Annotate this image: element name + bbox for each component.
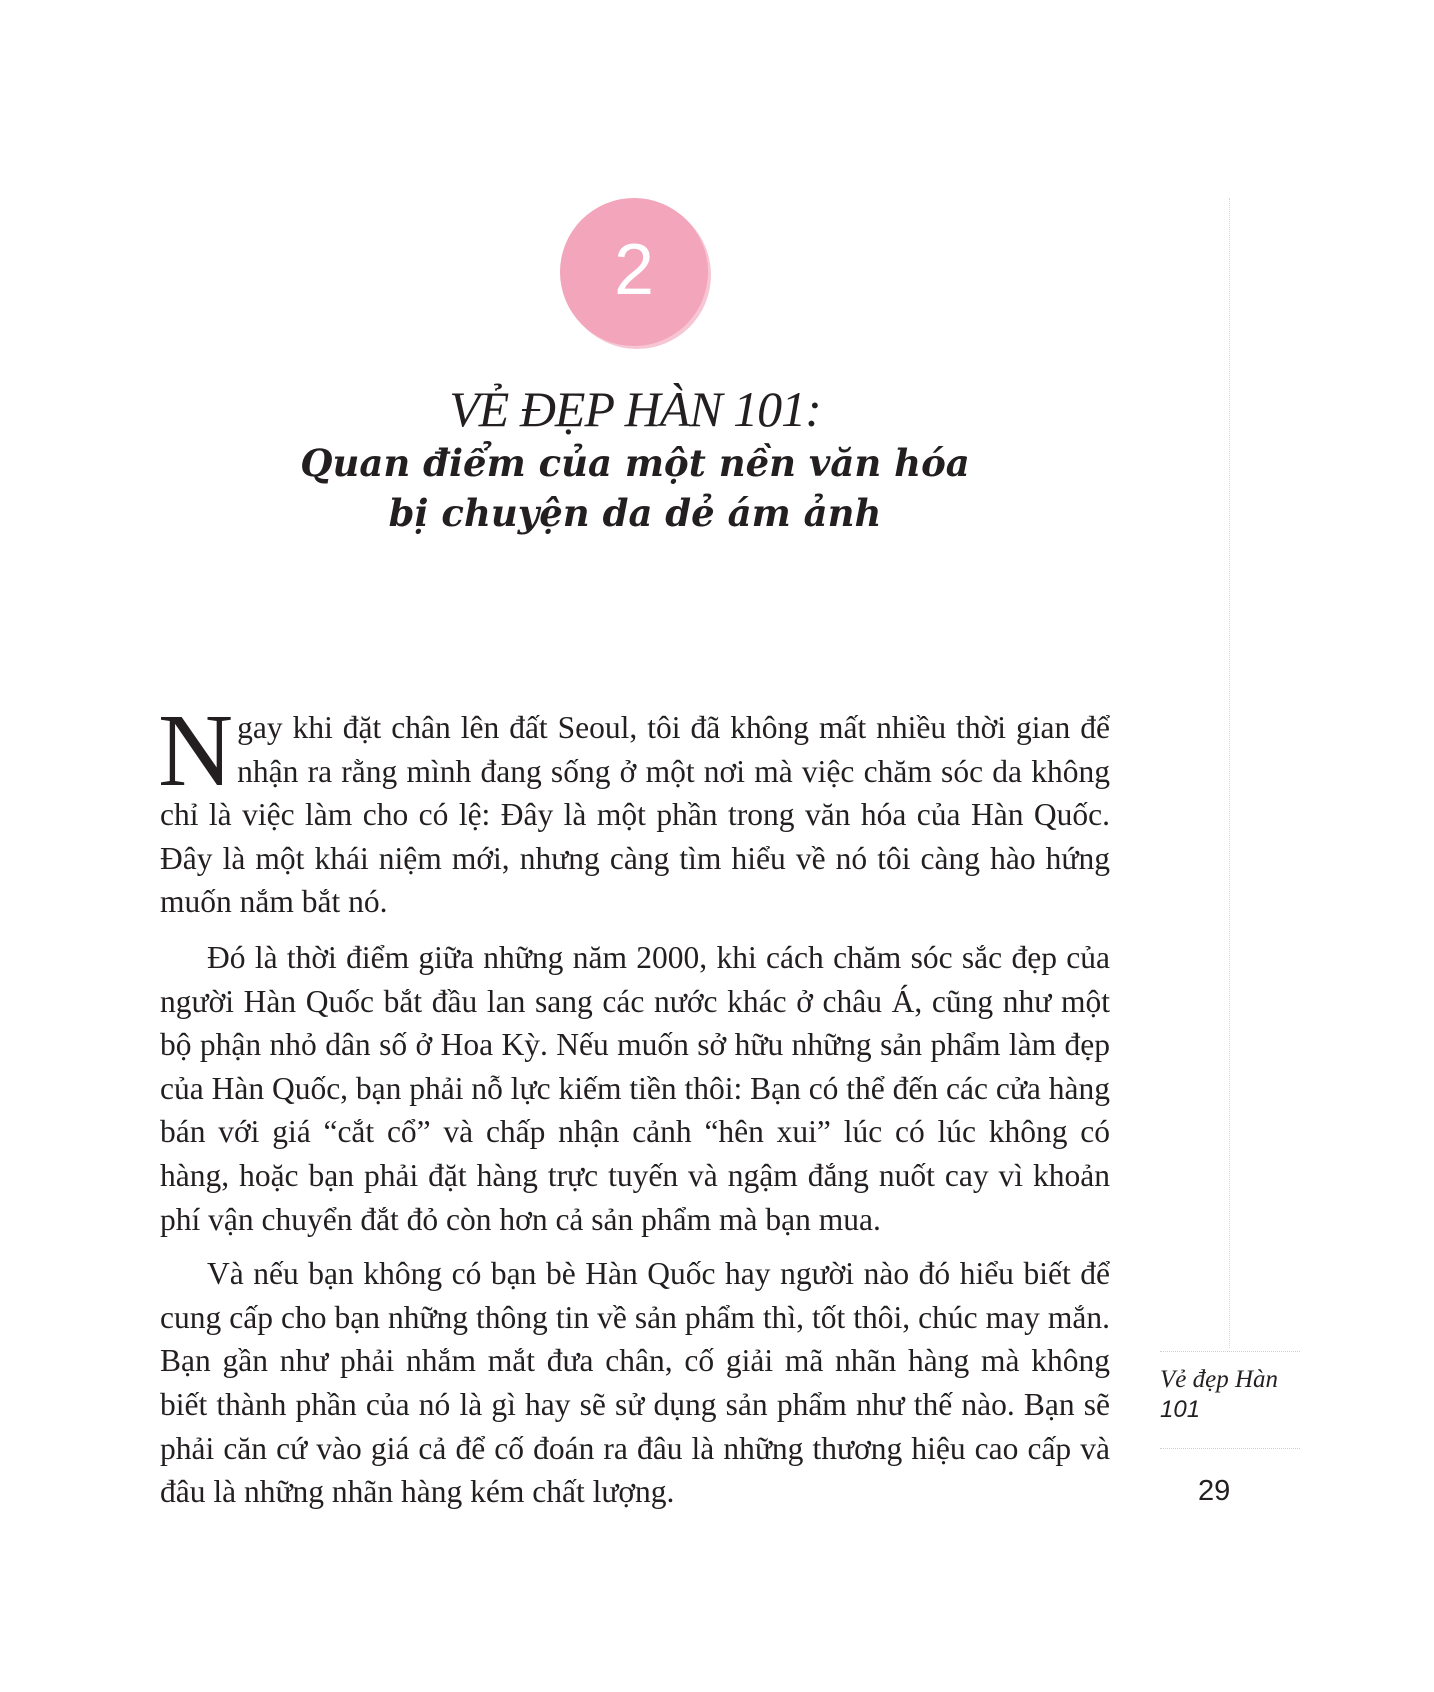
paragraph-1 xyxy=(158,693,1110,924)
running-header-title: Vẻ đẹp Hàn xyxy=(1160,1366,1279,1393)
body-text xyxy=(158,693,1110,1514)
paragraph-2: Đó là thời điểm giữa những năm 2000, khi cách chăm sóc sắc đẹp của người Hàn Quốc bắt đầu lan sang các nước khác ở châu Á, cũng như một bộ phận nhỏ dân số ở Hoa Kỳ. Nếu muốn sở hữu những sản phẩm làm đẹp của Hàn Quốc, bạn phải nỗ lực kiếm tiền thôi: Bạn có thể đến các cửa hàng bán với giá “cắt cổ” và chấp nhận cảnh “hên xui” lúc có lúc không có hàng, hoặc bạn phải đặt hàng trực tuyến và ngậm đắng nuốt cay vì khoản phí vận chuyển đắt đỏ còn hơn cả sản phẩm mà bạn mua. xyxy=(160,939,1110,1237)
running-header-number: 101 xyxy=(1160,1396,1201,1423)
paragraph-1-text: gay khi đặt chân lên đất Seoul, tôi đã không mất nhiều thời gian để nhận ra rằng mình đang sống ở một nơi mà việc chăm sóc da không chỉ là việc làm cho có lệ: Đây là một phần trong văn hóa của Hàn Quốc. Đây là một khái niệm mới, nhưng càng tìm hiểu về nó tôi càng hào hứng muốn nắm bắt nó. xyxy=(160,710,1110,920)
chapter-subtitle-line-2: bị chuyện da dẻ ám ảnh xyxy=(388,491,882,535)
running-header-top-rule xyxy=(1160,1351,1300,1352)
page-number: 29 xyxy=(1198,1475,1231,1507)
drop-cap: N xyxy=(158,693,234,808)
running-header-bottom-rule xyxy=(1160,1448,1300,1449)
paragraph-3: Và nếu bạn không có bạn bè Hàn Quốc hay người nào đó hiểu biết để cung cấp cho bạn những thông tin về sản phẩm thì, tốt thôi, chúc may mắn. Bạn gần như phải nhắm mắt đưa chân, cố giải mã nhãn hàng mà không biết thành phần của nó là gì hay sẽ sử dụng sản phẩm như thế nào. Bạn sẽ phải căn cứ vào giá cả để cố đoán ra đâu là những thương hiệu cao cấp và đâu là những nhãn hàng kém chất lượng. xyxy=(160,1256,1110,1510)
margin-vertical-rule xyxy=(1229,198,1230,1348)
chapter-number: 2 xyxy=(613,230,655,310)
chapter-subtitle-line-1: Quan điểm của một nền văn hóa xyxy=(300,441,970,485)
chapter-title: VẺ ĐẸP HÀN 101: xyxy=(449,381,821,437)
chapter-subtitle xyxy=(160,438,1110,538)
chapter-number-badge xyxy=(560,198,708,346)
